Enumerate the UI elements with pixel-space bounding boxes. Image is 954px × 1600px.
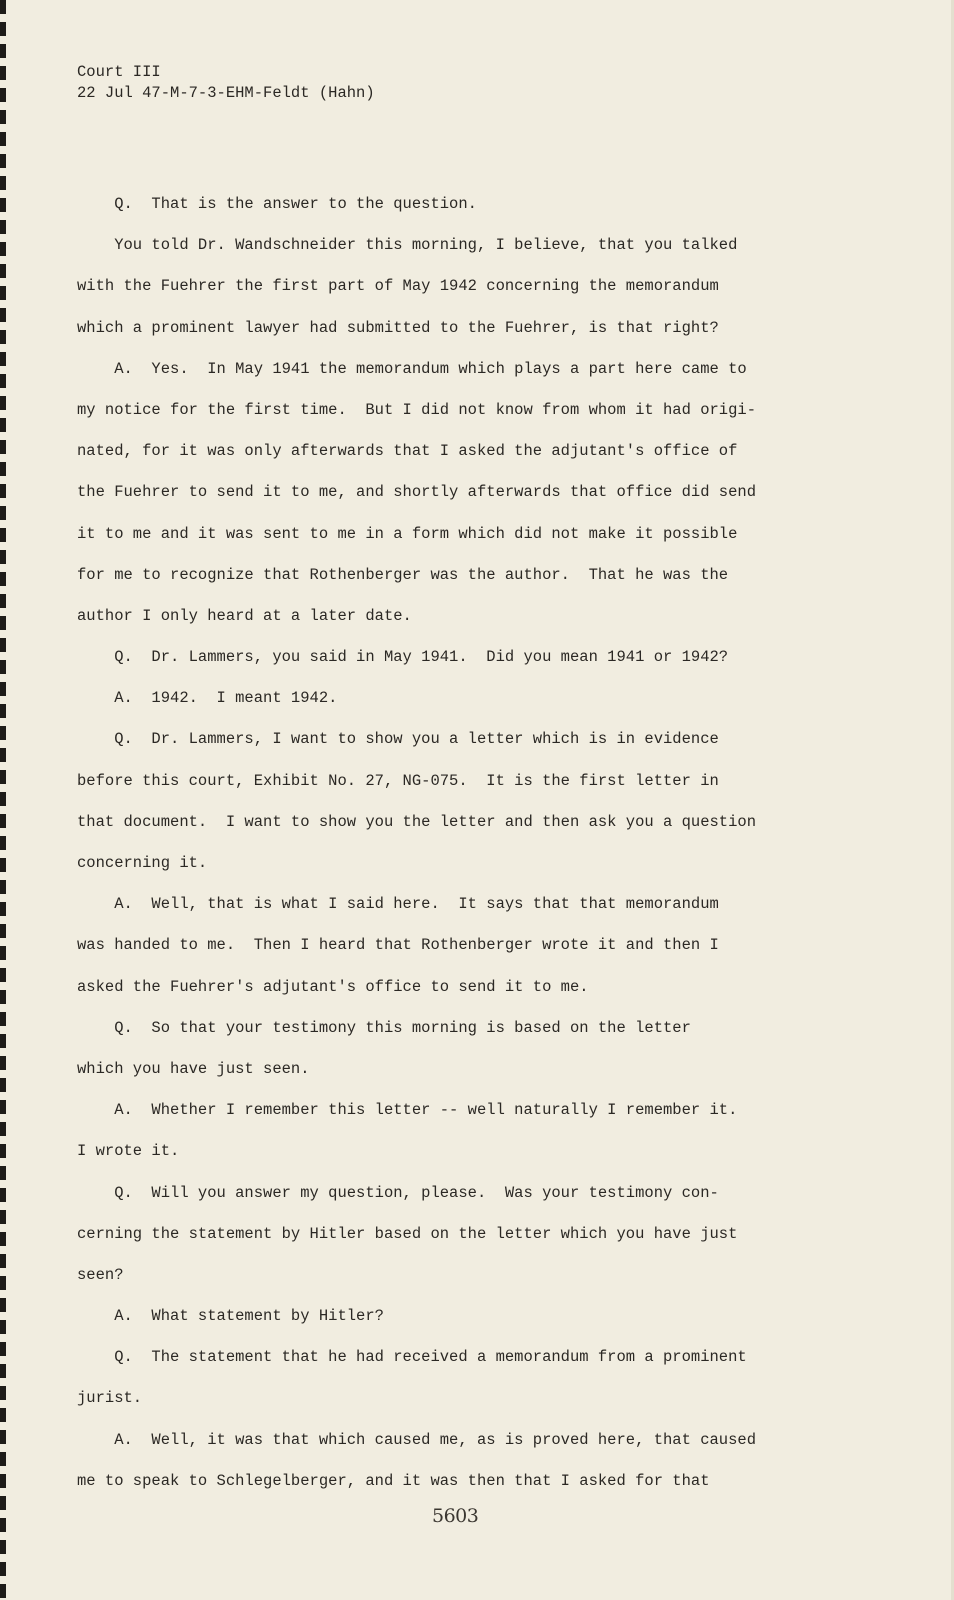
transcript-line: cerning the statement by Hitler based on the letter which you have just <box>77 1224 738 1243</box>
transcript-line: which a prominent lawyer had submitted to the Fuehrer, is that right? <box>77 318 719 337</box>
transcript-line: author I only heard at a later date. <box>77 606 412 625</box>
transcript-line: Q. Dr. Lammers, you said in May 1941. Did you mean 1941 or 1942? <box>77 648 729 667</box>
transcript-line: was handed to me. Then I heard that Rothenberger wrote it and then I <box>77 936 719 955</box>
transcript-line: A. Whether I remember this letter -- well naturally I remember it. <box>77 1101 738 1120</box>
transcript-line: You told Dr. Wandschneider this morning, I believe, that you talked <box>77 236 738 255</box>
transcript-line: my notice for the first time. But I did not know from whom it had origi- <box>77 400 757 419</box>
transcript-line: asked the Fuehrer's adjutant's office to send it to me. <box>77 977 589 996</box>
transcript-line: it to me and it was sent to me in a form which did not make it possible <box>77 524 738 543</box>
transcript-line: A. 1942. I meant 1942. <box>77 689 338 708</box>
transcript-line: A. What statement by Hitler? <box>77 1307 384 1326</box>
binding-edge <box>0 0 6 1600</box>
transcript-line: with the Fuehrer the first part of May 1942 concerning the memorandum <box>77 277 719 296</box>
transcript-line: the Fuehrer to send it to me, and shortly afterwards that office did send <box>77 483 757 502</box>
page-number: 5603 <box>432 1505 479 1527</box>
transcript-line: A. Yes. In May 1941 the memorandum which plays a part here came to <box>77 359 747 378</box>
document-header <box>77 62 375 104</box>
transcript-body <box>77 184 847 1502</box>
transcript-line: Q. The statement that he had received a memorandum from a prominent <box>77 1348 747 1367</box>
transcript-line: concerning it. <box>77 854 208 872</box>
transcript-lines <box>77 184 847 1502</box>
transcript-line: nated, for it was only afterwards that I asked the adjutant's office of <box>77 442 738 461</box>
transcript-line: which you have just seen. <box>77 1059 310 1078</box>
transcript-line: that document. I want to show you the letter and then ask you a question <box>77 812 757 831</box>
transcript-line: jurist. <box>77 1389 143 1408</box>
transcript-line: I wrote it. <box>77 1142 180 1161</box>
transcript-line: me to speak to Schlegelberger, and it was then that I asked for that <box>77 1471 710 1490</box>
transcript-line: for me to recognize that Rothenberger was the author. That he was the <box>77 565 729 584</box>
session-code: 22 Jul 47-M-7-3-EHM-Feldt (Hahn) <box>77 84 375 102</box>
transcript-line: seen? <box>77 1265 124 1284</box>
court-label: Court III <box>77 63 161 81</box>
transcript-line: A. Well, that is what I said here. It says that that memorandum <box>77 895 719 914</box>
transcript-line: Q. Will you answer my question, please. Was your testimony con- <box>77 1183 719 1202</box>
transcript-line: A. Well, it was that which caused me, as is proved here, that caused <box>77 1430 757 1449</box>
transcript-line: Q. That is the answer to the question. <box>77 195 477 213</box>
transcript-line: Q. Dr. Lammers, I want to show you a letter which is in evidence <box>77 730 719 749</box>
transcript-line: before this court, Exhibit No. 27, NG-075. It is the first letter in <box>77 771 719 790</box>
transcript-line: Q. So that your testimony this morning is based on the letter <box>77 1018 691 1037</box>
